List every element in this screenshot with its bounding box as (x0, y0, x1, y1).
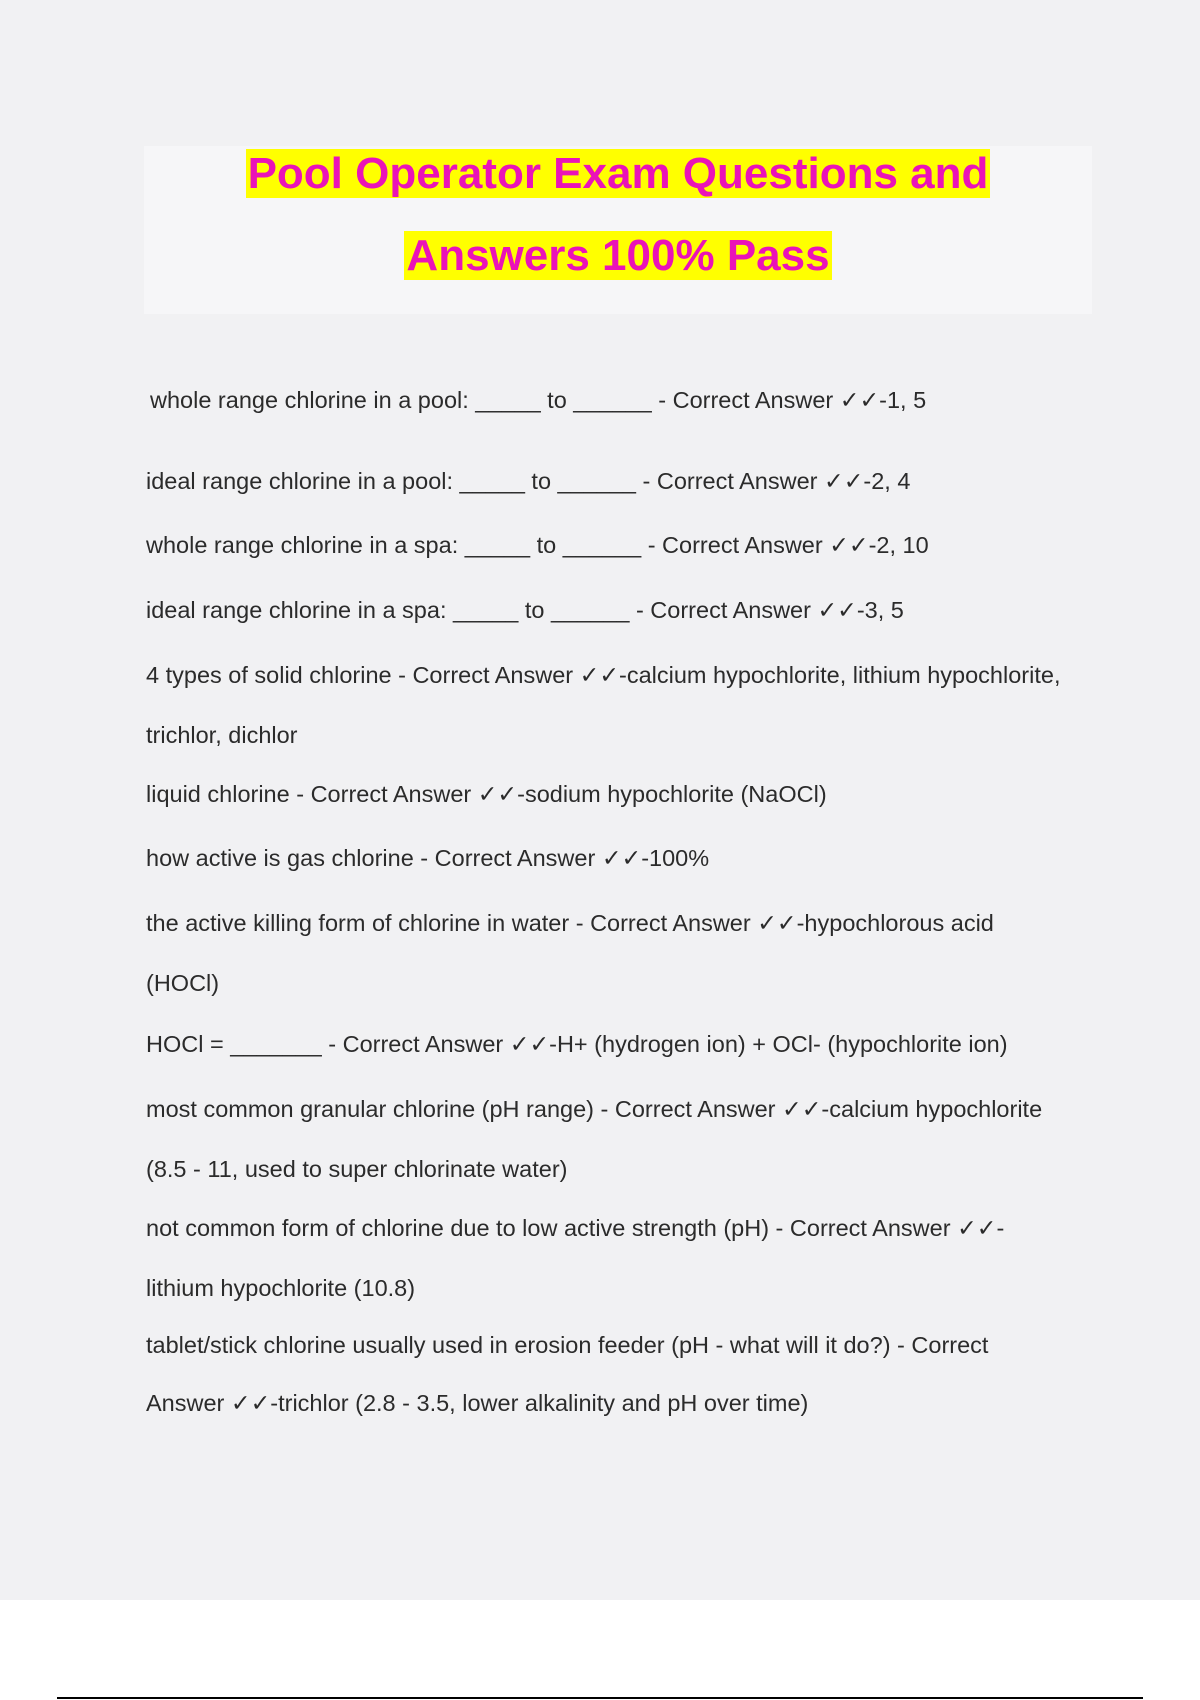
qa-line: whole range chlorine in a spa: _____ to ______ - Correct Answer ✓✓-2, 10 (146, 532, 929, 558)
qa-line: ideal range chlorine in a spa: _____ to ______ - Correct Answer ✓✓-3, 5 (146, 597, 904, 623)
qa-line: trichlor, dichlor (146, 722, 298, 748)
qa-line: (8.5 - 11, used to super chlorinate water) (146, 1156, 568, 1182)
qa-line: tablet/stick chlorine usually used in erosion feeder (pH - what will it do?) - Correct (146, 1332, 989, 1358)
qa-line: lithium hypochlorite (10.8) (146, 1275, 416, 1301)
title-line-2 (144, 228, 1092, 284)
qa-line: how active is gas chlorine - Correct Answer ✓✓-100% (146, 845, 710, 871)
title-line-2-text: Answers 100% Pass (406, 231, 830, 280)
qa-line: 4 types of solid chlorine - Correct Answer ✓✓-calcium hypochlorite, lithium hypochlorite, (146, 662, 1061, 688)
title-line-1 (144, 146, 1092, 202)
qa-line: HOCl = _______ - Correct Answer ✓✓-H+ (hydrogen ion) + OCl- (hypochlorite ion) (146, 1031, 1008, 1057)
qa-line: liquid chlorine - Correct Answer ✓✓-sodium hypochlorite (NaOCl) (146, 781, 827, 807)
qa-line: Answer ✓✓-trichlor (2.8 - 3.5, lower alkalinity and pH over time) (146, 1390, 809, 1416)
qa-line: not common form of chlorine due to low active strength (pH) - Correct Answer ✓✓- (146, 1215, 1005, 1241)
qa-line: most common granular chlorine (pH range) - Correct Answer ✓✓-calcium hypochlorite (146, 1096, 1043, 1122)
qa-line: whole range chlorine in a pool: _____ to ______ - Correct Answer ✓✓-1, 5 (150, 387, 927, 413)
footer-divider (57, 1697, 1143, 1699)
qa-line: ideal range chlorine in a pool: _____ to ______ - Correct Answer ✓✓-2, 4 (146, 468, 911, 494)
title-line-1-text: Pool Operator Exam Questions and (247, 149, 989, 198)
title-block (144, 146, 1092, 314)
qa-line: (HOCl) (146, 970, 220, 996)
qa-line: the active killing form of chlorine in water - Correct Answer ✓✓-hypochlorous acid (146, 910, 994, 936)
